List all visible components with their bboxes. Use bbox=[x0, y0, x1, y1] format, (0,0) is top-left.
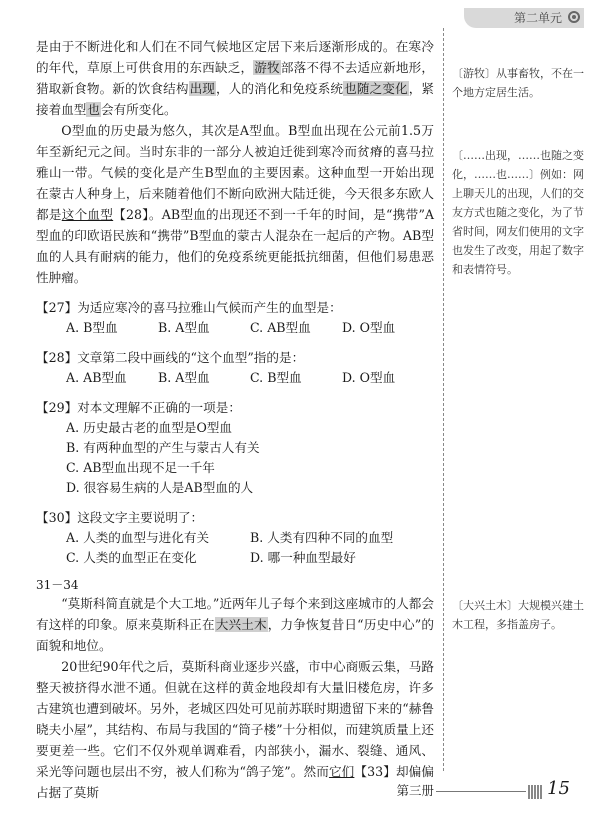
question-27 bbox=[36, 298, 434, 338]
side-note-daxingtumu: 〔大兴土木〕大规模兴建土木工程，多指盖房子。 bbox=[452, 599, 584, 631]
target-icon bbox=[568, 11, 580, 23]
highlight-chuxian: 出现 bbox=[189, 81, 215, 96]
option: D. O型血 bbox=[342, 320, 396, 335]
highlight-youmu: 游牧 bbox=[254, 60, 280, 75]
question-28 bbox=[36, 348, 434, 388]
option: C. AB型血出现不足一千年 bbox=[66, 460, 215, 475]
option: D. 很容易生病的人是AB型血的人 bbox=[66, 480, 254, 495]
option: B. 有两种血型的产生与蒙古人有关 bbox=[66, 440, 260, 455]
highlight-ye: 也 bbox=[87, 102, 100, 117]
unit-header-tab bbox=[464, 8, 584, 28]
volume-label: 第三册 bbox=[396, 783, 434, 798]
option: B. A型血 bbox=[158, 320, 210, 335]
page-number: 15 bbox=[547, 778, 570, 799]
underlined-zhege-xuexing: 这个血型 bbox=[61, 207, 114, 222]
question-stem: 【29】对本文理解不正确的一项是： bbox=[36, 400, 241, 415]
passage2-para2: 20世纪90年代之后，莫斯科商业逐步兴盛，市中心商贩云集，马路整天被挤得水泄不通。但就在这样的黄金地段却有大量旧楼危房，许多古建筑也遭到破坏。另外，老城区四处可见前苏联时期遗留下来的“赫鲁晓夫小屋”，其结构、布局与我国的“筒子楼”十分相似，而建筑质量上还要更差一些。它们不仅外观单调难看，内部狭小，漏水、裂缝、通风、采光等问题也层出不穷，被人们称为“鸽子笼”。然而它们【33】却偏偏占据了莫斯 bbox=[36, 659, 434, 800]
footer-bar-mark bbox=[528, 785, 542, 799]
option: A. B型血 bbox=[66, 320, 118, 335]
option: D. O型血 bbox=[342, 370, 396, 385]
passage2-para1: “莫斯科简直就是个大工地。”近两年儿子每个来到这座城市的人都会有这样的印象。原来莫斯科正在大兴土木，力争恢复昔日“历史中心”的面貌和地位。 bbox=[36, 596, 435, 653]
option: D. 哪一种血型最好 bbox=[250, 550, 356, 565]
highlight-suizhi: 也随之变化 bbox=[344, 81, 408, 96]
option: C. 人类的血型正在变化 bbox=[66, 550, 197, 565]
question-stem: 【27】为适应寒冷的喜马拉雅山气候而产生的血型是： bbox=[36, 300, 342, 315]
underlined-tamen: 它们 bbox=[328, 764, 355, 779]
highlight-daxingtumu: 大兴土木 bbox=[215, 617, 267, 632]
passage1-para2: O型血的历史最为悠久，其次是A型血。B型血出现在公元前1.5万年至新纪元之间。当时东非的一部分人被迫迁徙到寒冷而贫瘠的喜马拉雅山一带。气候的变化是产生B型血的主要因素。这种血型一开始出现在蒙古人种身上，后来随着他们不断向欧洲大陆迁徙，今天很多东欧人都是这个血型【28】。AB型血的出现还不到一千年的时间，是“携带”A型血的印欧语民族和“携带”B型血的蒙古人混杂在一起后的产物。AB型血的人具有耐病的能力，他们的免疫系统更能抵抗细菌，但他们易患恶性肿瘤。 bbox=[36, 123, 435, 285]
option: A. 人类的血型与进化有关 bbox=[66, 530, 210, 545]
passage1-para1: 是由于不断进化和人们在不同气候地区定居下来后逐渐形成的。在寒冷的年代，草原上可供食用的东西缺乏，游牧部落不得不去适应新地形，猎取新食物。新的饮食结构出现，人的消化和免疫系统也随之变化，紧接着血型也会有所变化。 bbox=[36, 39, 435, 117]
option: A. 历史最古老的血型是O型血 bbox=[66, 420, 232, 435]
side-note-suizhi: 〔……出现，……也随之变化，……也……〕例如：网上聊天儿的出现，人们的交友方式也随之变化，为了节省时间，网友们使用的文字也发生了改变，用起了数字和表情符号。 bbox=[452, 149, 584, 276]
side-note-youmu: 〔游牧〕从事畜牧，不在一个地方定居生活。 bbox=[452, 67, 584, 99]
option: C. AB型血 bbox=[250, 320, 311, 335]
option: C. B型血 bbox=[250, 370, 302, 385]
option: B. A型血 bbox=[158, 370, 210, 385]
question-30 bbox=[36, 508, 434, 568]
page-footer bbox=[36, 778, 584, 801]
margin-divider bbox=[443, 28, 444, 771]
footer-rule bbox=[436, 791, 526, 792]
question-stem: 【28】文章第二段中画线的“这个血型”指的是： bbox=[36, 350, 305, 365]
question-29 bbox=[36, 398, 434, 498]
question-range-label: 31－34 bbox=[36, 578, 79, 592]
main-column bbox=[36, 36, 434, 803]
option: A. AB型血 bbox=[66, 370, 127, 385]
option: B. 人类有四种不同的血型 bbox=[250, 530, 394, 545]
unit-title: 第二单元 bbox=[513, 11, 562, 25]
question-stem: 【30】这段文字主要说明了： bbox=[36, 510, 204, 525]
